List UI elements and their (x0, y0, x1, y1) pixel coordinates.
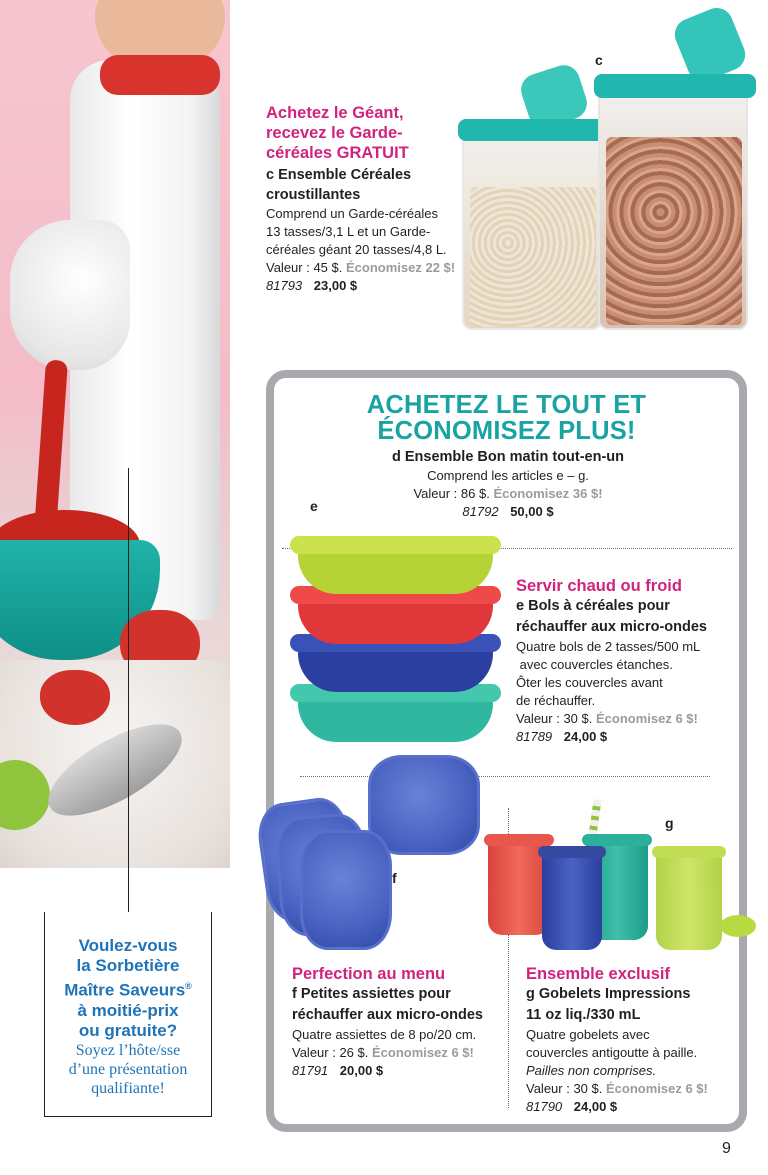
callout-text: Maître Saveurs (64, 980, 186, 1000)
tumbler-lid (538, 846, 606, 858)
tumbler-lid (582, 834, 652, 846)
value-line-f (292, 1044, 510, 1062)
desc-line: Quatre gobelets avec (526, 1027, 650, 1042)
desc-d: Comprend les articles e – g. (427, 468, 589, 483)
plate (368, 755, 480, 855)
desc-line: de réchauffer. (516, 693, 596, 708)
tumbler-blue (542, 852, 602, 950)
callout-line: ou gratuite? (78, 1020, 178, 1040)
price-g: 24,00 $ (573, 1099, 618, 1114)
callout-line: d’une présentation (68, 1060, 188, 1078)
cereal-keeper-small (462, 125, 602, 330)
oats (470, 187, 596, 327)
bowl-teal (298, 690, 493, 742)
trademark-symbol: ® (185, 981, 192, 991)
value-line-d (290, 485, 726, 503)
desc-note: Pailles non comprises. (526, 1063, 657, 1078)
promo-e: Servir chaud ou froid (516, 577, 682, 595)
price-c: 23,00 $ (313, 278, 358, 293)
promo-line: Achetez le Géant, (266, 104, 404, 122)
promo-g: Ensemble exclusif (526, 965, 670, 983)
callout-line: Soyez l’hôte/sse (75, 1041, 181, 1059)
plate (300, 830, 392, 950)
label-f: f (392, 870, 397, 886)
machine-red-cap (100, 55, 220, 95)
price-e: 24,00 $ (563, 729, 608, 744)
savings-g: Économisez 6 $! (606, 1081, 708, 1096)
item-code-e: 81789 (516, 729, 553, 744)
tumbler-lid (652, 846, 726, 858)
title-line: 11 oz liq./330 mL (526, 1007, 641, 1023)
value-line-g (526, 1080, 744, 1098)
savings-d: Économisez 36 $! (493, 486, 603, 501)
desc-line: avec couvercles étanches. (516, 657, 673, 672)
label-c: c (595, 52, 603, 68)
bundle-headline (270, 392, 743, 444)
machine-spout (10, 220, 130, 370)
promo-line: recevez le Garde- (266, 124, 403, 142)
label-g: g (665, 815, 674, 831)
promo-line: céréales GRATUIT (266, 144, 409, 162)
callout-line: qualifiante! (91, 1079, 165, 1097)
savings-f: Économisez 6 $! (372, 1045, 474, 1060)
desc-line: Quatre assiettes de 8 po/20 cm. (292, 1027, 477, 1042)
section-f-text (292, 964, 510, 1080)
desc-line: céréales géant 20 tasses/4,8 L. (266, 242, 447, 257)
price-line-f (292, 1062, 510, 1080)
cereal-bowls-image (288, 520, 498, 760)
title-line: c Ensemble Céréales (266, 167, 412, 183)
item-code-g: 81790 (526, 1099, 563, 1114)
section-c-text (266, 103, 466, 295)
title-c (266, 165, 466, 205)
headline-line: ÉCONOMISEZ PLUS! (377, 417, 636, 445)
desc-line: Comprend un Garde-céréales (266, 206, 438, 221)
strawberry (40, 670, 110, 725)
callout-connector-line (128, 468, 129, 912)
value-line-e (516, 710, 736, 728)
desc-line: Quatre bols de 2 tasses/500 mL (516, 639, 701, 654)
title-line: croustillantes (266, 187, 361, 203)
section-e-text (516, 576, 736, 746)
price-f: 20,00 $ (339, 1063, 384, 1078)
tumbler-lid-loose (720, 915, 756, 937)
title-line: f Petites assiettes pour (292, 986, 451, 1002)
title-line: g Gobelets Impressions (526, 986, 691, 1002)
desc-c (266, 205, 466, 295)
price-d: 50,00 $ (510, 504, 554, 519)
desc-line: couvercles antigoutte à paille. (526, 1045, 698, 1060)
desc-f (292, 1026, 510, 1080)
savings-c: Économisez 22 $! (346, 260, 456, 275)
price-line-d (290, 503, 726, 521)
callout-line: Voulez-vous (78, 936, 178, 955)
cereal (606, 137, 742, 325)
bowl-lid (290, 536, 501, 554)
container-lid (594, 74, 756, 98)
title-d: d Ensemble Bon matin tout-en-un (392, 449, 624, 465)
dotted-divider (300, 776, 710, 777)
value-e: Valeur : 30 $. (516, 711, 593, 726)
headline-line: ACHETEZ LE TOUT ET (366, 391, 647, 419)
desc-line: Ôter les couvercles avant (516, 675, 663, 690)
title-line: réchauffer aux micro-ondes (292, 1007, 483, 1023)
savings-e: Économisez 6 $! (596, 711, 698, 726)
title-f (292, 984, 510, 1026)
desc-e (516, 638, 736, 746)
value-d: Valeur : 86 $. (413, 486, 490, 501)
title-e (516, 596, 736, 638)
promo-c (266, 103, 466, 163)
desc-line: 13 tasses/3,1 L et un Garde- (266, 224, 431, 239)
price-line-g (526, 1098, 744, 1116)
value-line-c (266, 259, 466, 277)
cereal-keeper-giant (598, 80, 748, 330)
value-c: Valeur : 45 $. (266, 260, 343, 275)
callout-line: la Sorbetière (76, 956, 180, 975)
tumbler-lid (484, 834, 554, 846)
callout-line: à moitié-prix (77, 1000, 179, 1020)
title-g (526, 984, 744, 1026)
container-lid (458, 119, 610, 141)
tumbler-lime (656, 852, 722, 950)
page-number: 9 (722, 1140, 731, 1157)
price-line-e (516, 728, 736, 746)
price-line-c (266, 277, 466, 295)
bowl-lime (298, 542, 493, 594)
sorbet-maker-photo (0, 0, 230, 868)
item-code-f: 81791 (292, 1063, 329, 1078)
value-g: Valeur : 30 $. (526, 1081, 603, 1096)
section-g-text (526, 964, 744, 1116)
item-code-d: 81792 (462, 504, 499, 519)
hostess-callout (48, 936, 208, 1098)
label-e: e (310, 498, 318, 514)
bowl-blue (298, 640, 493, 692)
section-d-text (290, 447, 726, 521)
item-code-c: 81793 (266, 278, 303, 293)
title-line: e Bols à céréales pour (516, 598, 670, 614)
value-f: Valeur : 26 $. (292, 1045, 369, 1060)
callout-line (48, 976, 208, 1001)
promo-f: Perfection au menu (292, 965, 446, 983)
desc-g (526, 1026, 744, 1116)
title-line: réchauffer aux micro-ondes (516, 619, 707, 635)
bowl-red (298, 592, 493, 644)
